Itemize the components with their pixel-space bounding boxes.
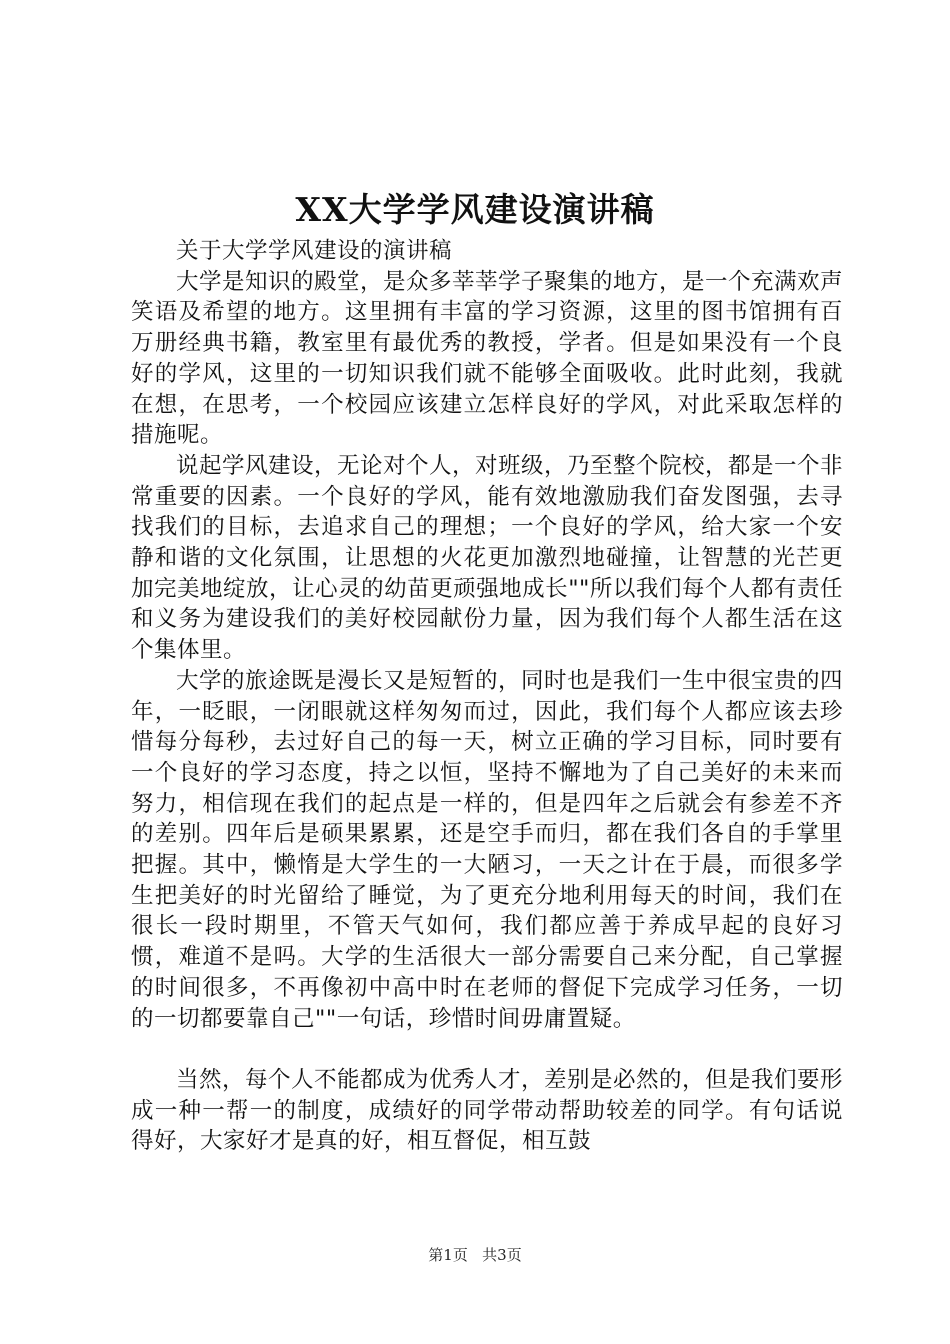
body-paragraph-4: 当然，每个人不能都成为优秀人才，差别是必然的，但是我们要形成一种一帮一的制度，成绩好的同学带动帮助较差的同学。有句话说得好，大家好才是真的好，相互督促，相互鼓: [131, 1066, 844, 1155]
page-total: 共3页: [482, 1246, 522, 1264]
paragraph-spacer: [131, 1034, 843, 1065]
document-body: [131, 236, 843, 1157]
page-number: 第1页: [428, 1246, 468, 1264]
body-paragraph-3: 大学的旅途既是漫长又是短暂的，同时也是我们一生中很宝贵的四年，一眨眼，一闭眼就这样匆匆而过，因此，我们每个人都应该去珍惜每分每秒，去过好自己的每一天，树立正确的学习目标，同时要有一个良好的学习态度，持之以恒，坚持不懈地为了自己美好的未来而努力，相信现在我们的起点是一样的，但是四年之后就会有参差不齐的差别。四年后是硕果累累，还是空手而归，都在我们各自的手掌里把握。其中，懒惰是大学生的一大陋习，一天之计在于晨，而很多学生把美好的时光留给了睡觉，为了更充分地利用每天的时间，我们在很长一段时期里，不管天气如何，我们都应善于养成早起的良好习惯，难道不是吗。大学的生活很大一部分需要自己来分配，自己掌握的时间很多，不再像初中高中时在老师的督促下完成学习任务，一切的一切都要靠自己""一句话，珍惜时间毋庸置疑。: [131, 667, 844, 1032]
subtitle-paragraph: 关于大学学风建设的演讲稿: [176, 238, 453, 264]
document-title: XX大学学风建设演讲稿: [295, 190, 655, 229]
body-paragraph-2: 说起学风建设，无论对个人，对班级，乃至整个院校，都是一个非常重要的因素。一个良好的学风，能有效地激励我们奋发图强，去寻找我们的目标，去追求自己的理想；一个良好的学风，给大家一个安静和谐的文化氛围，让思想的火花更加激烈地碰撞，让智慧的光芒更加完美地绽放，让心灵的幼苗更顽强地成长""所以我们每个人都有责任和义务为建设我们的美好校园献份力量，因为我们每个人都生活在这个集体里。: [131, 452, 844, 664]
page-footer: [0, 1245, 950, 1265]
body-paragraph-1: 大学是知识的殿堂，是众多莘莘学子聚集的地方，是一个充满欢声笑语及希望的地方。这里拥有丰富的学习资源，这里的图书馆拥有百万册经典书籍，教室里有最优秀的教授，学者。但是如果没有一个良好的学风，这里的一切知识我们就不能够全面吸收。此时此刻，我就在想，在思考，一个校园应该建立怎样良好的学风，对此采取怎样的措施呢。: [131, 268, 844, 449]
page-separator: [473, 1246, 478, 1264]
